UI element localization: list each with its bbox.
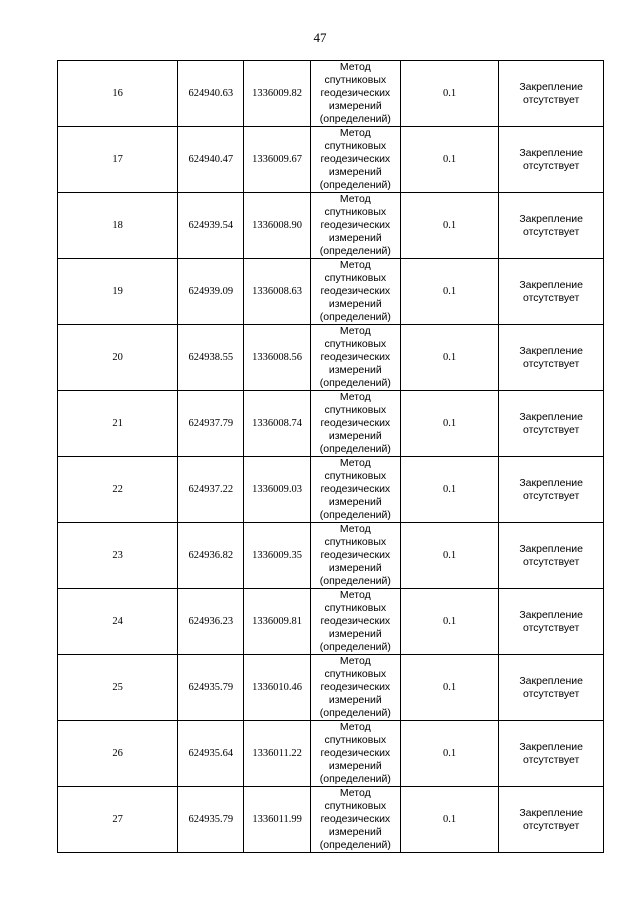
fixation-text-line: Закрепление [519, 674, 583, 687]
method-text-line: измерений [328, 166, 382, 178]
accuracy-cell: 0.1 [400, 391, 498, 457]
accuracy-cell: 0.1 [400, 655, 498, 721]
method-text-line: спутниковых [324, 668, 387, 680]
method-text-line: измерений [328, 232, 382, 244]
accuracy-cell: 0.1 [400, 523, 498, 589]
table-row [58, 127, 604, 193]
table-row [58, 61, 604, 127]
point-number-cell: 23 [58, 523, 178, 589]
method-text-line: измерений [328, 100, 382, 112]
method-text-line: (определений) [319, 509, 391, 521]
x-coordinate-cell: 624940.63 [178, 61, 244, 127]
method-text-line: спутниковых [324, 470, 387, 482]
method-text-line: спутниковых [324, 140, 387, 152]
point-number-cell: 21 [58, 391, 178, 457]
method-text-line: спутниковых [324, 404, 387, 416]
fixation-text-line: Закрепление [519, 278, 583, 291]
x-coordinate-cell: 624936.82 [178, 523, 244, 589]
table-row [58, 391, 604, 457]
method-text-line: Метод [339, 193, 371, 205]
fixation-text-line: отсутствует [522, 621, 580, 634]
fixation-cell [499, 325, 604, 391]
method-text-line: Метод [339, 457, 371, 469]
accuracy-cell: 0.1 [400, 259, 498, 325]
fixation-text-line: отсутствует [522, 357, 580, 370]
fixation-text-line: отсутствует [522, 93, 580, 106]
fixation-cell [499, 787, 604, 853]
x-coordinate-cell: 624936.23 [178, 589, 244, 655]
point-number-cell: 18 [58, 193, 178, 259]
x-coordinate-cell: 624938.55 [178, 325, 244, 391]
method-text-line: Метод [339, 523, 371, 535]
method-cell [310, 325, 400, 391]
method-text-line: измерений [328, 826, 382, 838]
x-coordinate-cell: 624935.79 [178, 655, 244, 721]
coordinates-table [57, 60, 604, 853]
method-cell [310, 523, 400, 589]
y-coordinate-cell: 1336011.22 [244, 721, 310, 787]
accuracy-cell: 0.1 [400, 721, 498, 787]
method-cell [310, 391, 400, 457]
method-text-line: геодезических [320, 615, 391, 627]
method-text-line: Метод [339, 61, 371, 73]
fixation-cell [499, 193, 604, 259]
method-text-line: Метод [339, 655, 371, 667]
method-text-line: (определений) [319, 707, 391, 719]
method-text-line: геодезических [320, 285, 391, 297]
method-text-line: геодезических [320, 87, 391, 99]
fixation-text-line: отсутствует [522, 819, 580, 832]
method-text-line: (определений) [319, 311, 391, 323]
method-cell [310, 457, 400, 523]
method-text-line: измерений [328, 562, 382, 574]
table-row [58, 259, 604, 325]
table-row [58, 787, 604, 853]
fixation-cell [499, 61, 604, 127]
method-text-line: измерений [328, 430, 382, 442]
method-text-line: геодезических [320, 351, 391, 363]
accuracy-cell: 0.1 [400, 787, 498, 853]
method-text-line: Метод [339, 787, 371, 799]
fixation-text-line: отсутствует [522, 555, 580, 568]
method-text-line: измерений [328, 694, 382, 706]
table-row [58, 457, 604, 523]
method-text-line: спутниковых [324, 206, 387, 218]
table-row [58, 325, 604, 391]
x-coordinate-cell: 624937.79 [178, 391, 244, 457]
table-row [58, 589, 604, 655]
method-text-line: спутниковых [324, 338, 387, 350]
fixation-text-line: Закрепление [519, 740, 583, 753]
accuracy-cell: 0.1 [400, 589, 498, 655]
y-coordinate-cell: 1336008.90 [244, 193, 310, 259]
accuracy-cell: 0.1 [400, 457, 498, 523]
fixation-text-line: отсутствует [522, 489, 580, 502]
method-text-line: Метод [339, 127, 371, 139]
method-text-line: Метод [339, 259, 371, 271]
method-text-line: измерений [328, 364, 382, 376]
fixation-cell [499, 589, 604, 655]
method-text-line: геодезических [320, 549, 391, 561]
method-text-line: Метод [339, 589, 371, 601]
method-text-line: геодезических [320, 681, 391, 693]
point-number-cell: 17 [58, 127, 178, 193]
fixation-text-line: отсутствует [522, 423, 580, 436]
x-coordinate-cell: 624939.09 [178, 259, 244, 325]
fixation-text-line: Закрепление [519, 542, 583, 555]
method-text-line: измерений [328, 298, 382, 310]
y-coordinate-cell: 1336009.67 [244, 127, 310, 193]
point-number-cell: 20 [58, 325, 178, 391]
method-cell [310, 589, 400, 655]
fixation-cell [499, 457, 604, 523]
x-coordinate-cell: 624935.64 [178, 721, 244, 787]
x-coordinate-cell: 624935.79 [178, 787, 244, 853]
method-text-line: геодезических [320, 219, 391, 231]
method-text-line: (определений) [319, 245, 391, 257]
method-text-line: спутниковых [324, 536, 387, 548]
method-text-line: геодезических [320, 417, 391, 429]
method-text-line: (определений) [319, 377, 391, 389]
point-number-cell: 25 [58, 655, 178, 721]
method-text-line: спутниковых [324, 734, 387, 746]
accuracy-cell: 0.1 [400, 325, 498, 391]
fixation-text-line: Закрепление [519, 608, 583, 621]
method-cell [310, 193, 400, 259]
method-text-line: измерений [328, 760, 382, 772]
fixation-text-line: Закрепление [519, 806, 583, 819]
fixation-cell [499, 655, 604, 721]
method-text-line: (определений) [319, 773, 391, 785]
y-coordinate-cell: 1336008.56 [244, 325, 310, 391]
method-text-line: геодезических [320, 153, 391, 165]
point-number-cell: 24 [58, 589, 178, 655]
method-text-line: геодезических [320, 483, 391, 495]
y-coordinate-cell: 1336009.03 [244, 457, 310, 523]
method-text-line: измерений [328, 496, 382, 508]
point-number-cell: 27 [58, 787, 178, 853]
x-coordinate-cell: 624939.54 [178, 193, 244, 259]
fixation-text-line: Закрепление [519, 212, 583, 225]
table-row [58, 655, 604, 721]
fixation-text-line: Закрепление [519, 146, 583, 159]
fixation-text-line: отсутствует [522, 225, 580, 238]
fixation-text-line: отсутствует [522, 291, 580, 304]
y-coordinate-cell: 1336010.46 [244, 655, 310, 721]
method-text-line: (определений) [319, 839, 391, 851]
table-row [58, 523, 604, 589]
x-coordinate-cell: 624940.47 [178, 127, 244, 193]
method-cell [310, 259, 400, 325]
method-text-line: измерений [328, 628, 382, 640]
y-coordinate-cell: 1336009.35 [244, 523, 310, 589]
fixation-cell [499, 721, 604, 787]
fixation-cell [499, 127, 604, 193]
y-coordinate-cell: 1336009.82 [244, 61, 310, 127]
method-text-line: Метод [339, 721, 371, 733]
table-row [58, 721, 604, 787]
method-text-line: (определений) [319, 179, 391, 191]
method-text-line: (определений) [319, 575, 391, 587]
method-text-line: спутниковых [324, 74, 387, 86]
method-cell [310, 721, 400, 787]
method-text-line: (определений) [319, 113, 391, 125]
fixation-text-line: Закрепление [519, 344, 583, 357]
accuracy-cell: 0.1 [400, 61, 498, 127]
fixation-text-line: отсутствует [522, 687, 580, 700]
method-cell [310, 655, 400, 721]
accuracy-cell: 0.1 [400, 127, 498, 193]
fixation-text-line: Закрепление [519, 476, 583, 489]
method-cell [310, 61, 400, 127]
y-coordinate-cell: 1336008.63 [244, 259, 310, 325]
point-number-cell: 16 [58, 61, 178, 127]
accuracy-cell: 0.1 [400, 193, 498, 259]
method-text-line: спутниковых [324, 602, 387, 614]
method-text-line: геодезических [320, 747, 391, 759]
method-text-line: Метод [339, 391, 371, 403]
page-number: 47 [313, 30, 327, 45]
method-text-line: (определений) [319, 443, 391, 455]
fixation-text-line: отсутствует [522, 159, 580, 172]
y-coordinate-cell: 1336011.99 [244, 787, 310, 853]
method-text-line: Метод [339, 325, 371, 337]
table-body [58, 61, 604, 853]
x-coordinate-cell: 624937.22 [178, 457, 244, 523]
method-cell [310, 127, 400, 193]
method-text-line: (определений) [319, 641, 391, 653]
method-cell [310, 787, 400, 853]
fixation-text-line: Закрепление [519, 80, 583, 93]
fixation-cell [499, 523, 604, 589]
y-coordinate-cell: 1336008.74 [244, 391, 310, 457]
fixation-text-line: Закрепление [519, 410, 583, 423]
fixation-cell [499, 259, 604, 325]
method-text-line: спутниковых [324, 800, 387, 812]
fixation-text-line: отсутствует [522, 753, 580, 766]
method-text-line: геодезических [320, 813, 391, 825]
table-row [58, 193, 604, 259]
method-text-line: спутниковых [324, 272, 387, 284]
fixation-cell [499, 391, 604, 457]
y-coordinate-cell: 1336009.81 [244, 589, 310, 655]
point-number-cell: 19 [58, 259, 178, 325]
point-number-cell: 22 [58, 457, 178, 523]
point-number-cell: 26 [58, 721, 178, 787]
